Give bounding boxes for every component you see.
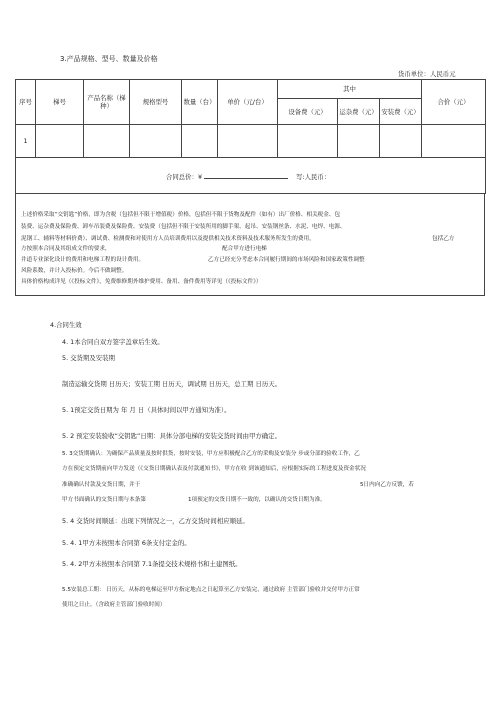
- header-model: 规格型号: [130, 80, 182, 125]
- contract-total-row: [16, 158, 486, 194]
- header-among: 其中: [278, 80, 422, 99]
- row-1-cell: [218, 125, 278, 158]
- section-3-title: 3.产品规格、型号、数量及价格: [60, 55, 158, 63]
- clause-5-5-line-2: 使用之日止。（含政府主管部门验收时间）: [62, 602, 166, 608]
- contract-total-words: 写:人民币：: [296, 172, 331, 181]
- header-product-name: 产品名称（梯种）: [84, 80, 130, 125]
- clause-5-5-line-1: 5.5安装总工期： 日历天，从标的电梯运至甲方指定地点之日起算至乙方安装完，通过政府 主管部门验收并交付甲方正常: [62, 587, 360, 593]
- note-line-1: 上述价格采取“交钥匙”价格，即为含税（包括但不限于增值税）价格，包括但不限于货物及配件（如有）出厂价格、相关税金、包: [21, 212, 341, 218]
- clause-5-3-line-1: 5. 3交货期确认：为确保产品质量及按时供货，按时安装，甲方应积极配合乙方的采购及安装分 步或分部的验收工作，乙: [62, 451, 360, 457]
- header-install-fee: 安装费（元）: [380, 99, 422, 125]
- clause-5-3-line-3: 准确确认付款及交货日期，并于: [62, 482, 141, 488]
- note-line-4: 方按照本合同及其组成文件的要求，: [21, 246, 111, 252]
- clause-5-4: 5. 4 交货时间顺延：出现下列情况之一，乙方交货时间相应顺延。: [62, 517, 249, 525]
- clause-5-1: 5. 1预定交货日期为 年 月 日（具体时间以甲方通知为准）。: [62, 406, 231, 414]
- contract-total-blank: [204, 171, 288, 179]
- note-line-5b: 乙方已经充分考虑本合同履行期间的市场风险和国家政策性调整: [208, 257, 365, 263]
- header-seq: 序号: [16, 80, 36, 125]
- note-line-2: 装费、运杂费及保险费、卸车吊装费及保险费、安装费（包括但不限于安装所用的脚手架、起吊、安装钢丝条、水泥、电焊、电源、: [21, 224, 346, 230]
- clause-5-3-line-4b: 1项预定的交货日期不一致的，以确认的交货日期为准。: [188, 497, 326, 503]
- row-1-cell: [36, 125, 84, 158]
- section-5-title: 5. 交货期及安装期: [62, 354, 115, 362]
- clause-5-schedule: 制造运输交货期 日历天；安装工期 日历天，调试期 日历天，总工期 日历天。: [62, 380, 282, 388]
- contract-total-prefix: 合同总价：¥: [166, 172, 203, 181]
- note-party-b: 包括乙方: [432, 236, 455, 242]
- row-1-cell: [182, 125, 218, 158]
- row-1-cell: [422, 125, 486, 158]
- row-1-cell: [380, 125, 422, 158]
- note-line-4b: 配合甲方进行电梯: [222, 246, 267, 252]
- row-1-cell: [84, 125, 130, 158]
- row-1-seq: 1: [16, 125, 36, 158]
- header-elevator-no: 梯号: [36, 80, 84, 125]
- row-1-cell: [338, 125, 380, 158]
- clause-5-3-line-2: 方在预定交货期前向甲方发送（《交货日期确认表及付款通知书》，甲方在收 到该通知后，应根据实际的工程进度及资金状况: [62, 466, 366, 472]
- header-equipment-fee: 设备费（元）: [278, 99, 338, 125]
- note-line-7: 具体价格构成详见（《投标文件》，免费维修期外维护费用、备用、备件费用等详见（《投标文件》）: [21, 279, 262, 285]
- header-quantity: 数量（台）: [182, 80, 218, 125]
- header-transport-fee: 运杂费（元）: [338, 99, 380, 125]
- header-total: 合价（元）: [422, 80, 486, 125]
- clause-5-4-1: 5. 4. 1甲方未按照本合同第 6条支付定金的。: [62, 539, 191, 547]
- row-1-cell: [130, 125, 182, 158]
- clause-5-4-2: 5. 4. 2甲方未按照本合同第 7.1条提交技术规格书和土建图纸。: [62, 560, 242, 568]
- note-line-5: 井道专业深化设计的费用和电梯工程的设计费用。: [21, 257, 145, 263]
- row-1-cell: [278, 125, 338, 158]
- clause-5-2: 5. 2 预定安装验收“交钥匙”日期：具体分部电梯的安装交货时间由甲方确定。: [62, 432, 281, 440]
- clause-5-3-line-4: 甲方书面确认的交货日期与本条第: [62, 497, 146, 503]
- clause-5-3-line-3b: 5日内向乙方反馈，若: [360, 482, 414, 488]
- spec-table: [15, 79, 486, 194]
- note-line-3: 泥钢工、辅料等材料价费）、调试费、检测费和对使用方人员培训费用以及提供相关技术资料及技术服务所发生的费用，: [21, 236, 315, 242]
- note-line-6: 风险系数，并计入投标价。今后不做调整。: [21, 268, 128, 274]
- header-unit-price: 单价（元/台）: [218, 80, 278, 125]
- section-4-title: 4.合同生效: [50, 321, 82, 329]
- clause-4-1: 4. 1本合同自双方签字盖章后生效。: [62, 338, 164, 346]
- currency-unit: 货币单位：人民币元: [398, 70, 456, 78]
